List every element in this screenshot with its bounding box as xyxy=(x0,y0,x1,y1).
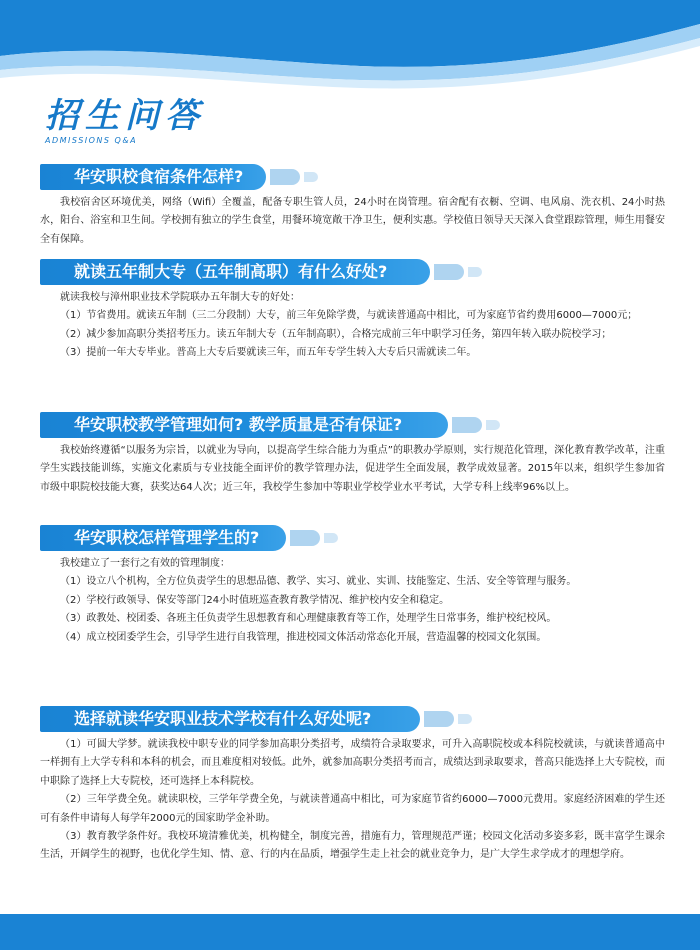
qa-section-five-year xyxy=(40,259,665,363)
qa-section-dining xyxy=(40,164,665,249)
question-text: 华安职校食宿条件怎样? xyxy=(74,167,244,186)
banner-tail-decoration xyxy=(452,417,482,433)
answer-paragraph: （2）学校行政领导、保安等部门24小时值班巡查教育教学情况、维护校内安全和稳定。 xyxy=(60,594,450,606)
page-title: 招生问答 xyxy=(45,96,205,136)
banner-tail-decoration xyxy=(434,264,464,280)
question-text: 华安职校怎样管理学生的? xyxy=(74,528,260,547)
answer-paragraph: 就读我校与漳州职业技术学院联办五年制大专的好处： xyxy=(60,292,300,303)
banner-tail-decoration xyxy=(324,533,338,543)
answer-paragraph: （2）三年学费全免。就读职校，三学年学费全免，与就读普通高中相比，可为家庭节省约6000—7000元费用。家庭经济困难的学生还可有条件申请每人每学年2000元的国家助学金补助。 xyxy=(40,794,665,824)
answer-text xyxy=(40,736,665,865)
qa-section-teaching xyxy=(40,412,665,497)
answer-paragraph: 我校宿舍区环境优美，网络（Wifi）全覆盖，配备专职生管人员，24小时在岗管理。宿舍配有衣橱、空调、电风扇、洗衣机、24小时热水，阳台、浴室和卫生间。学校拥有独立的学生食堂，用餐环境宽敞干净卫生，便利实惠。学校值日领导天天深入食堂跟踪管理，师生用餐安全有保障。 xyxy=(40,197,665,245)
question-text: 选择就读华安职业技术学校有什么好处呢? xyxy=(74,709,372,728)
page-subtitle: ADMISSIONS Q&A xyxy=(45,136,138,145)
banner-tail-decoration xyxy=(486,420,500,430)
banner-tail-decoration xyxy=(290,530,320,546)
answer-paragraph: （3）提前一年大专毕业。普高上大专后要就读三年，而五年专学生转入大专后只需就读二年。 xyxy=(60,347,477,359)
bottom-band-decoration xyxy=(0,914,700,950)
question-banner xyxy=(40,412,448,438)
answer-paragraph: （1）设立八个机构，全方位负责学生的思想品德、教学、实习、就业、实训、技能鉴定、生活、安全等管理与服务。 xyxy=(60,576,577,588)
answer-paragraph: （2）减少参加高职分类招考压力。读五年制大专（五年制高职），合格完成前三年中职学习任务，第四年转入联办院校学习； xyxy=(60,328,612,340)
answer-paragraph: （3）政教处、校团委、各班主任负责学生思想教育和心理健康教育等工作，处理学生日常事务，维护校纪校风。 xyxy=(60,613,557,625)
banner-tail-decoration xyxy=(270,169,300,185)
banner-tail-decoration xyxy=(424,711,454,727)
answer-paragraph: （1）可圆大学梦。就读我校中职专业的同学参加高职分类招考，成绩符合录取要求，可升入高职院校或本科院校就读，与就读普通高中一样拥有上大学专科和本科的机会，而且难度相对较低。此外，就参加高职分类招考而言，成绩达到录取要求，普高只能选择上大专院校，而中职除了选择上大专院校，还可选择上本科院校。 xyxy=(40,739,665,787)
page-header xyxy=(45,96,205,145)
answer-paragraph: 我校建立了一套行之有效的管理制度： xyxy=(60,558,230,569)
answer-paragraph: （3）教育教学条件好。我校环境清雅优美，机构健全，制度完善，措施有力，管理规范严谨；校园文化活动多姿多彩，既丰富学生课余生活，开阔学生的视野，也优化学生知、情、意、行的内在品质，增强学生走上社会的就业竞争力，是广大学生求学成才的理想学府。 xyxy=(40,831,665,861)
question-banner xyxy=(40,259,430,285)
qa-section-benefits xyxy=(40,706,665,865)
banner-tail-decoration xyxy=(458,714,472,724)
answer-paragraph: （4）成立校团委学生会，引导学生进行自我管理，推进校园文体活动常态化开展，营造温馨的校园文化氛围。 xyxy=(60,631,547,643)
question-banner xyxy=(40,706,420,732)
question-banner xyxy=(40,525,286,551)
question-banner xyxy=(40,164,266,190)
question-text: 华安职校教学管理如何? 教学质量是否有保证? xyxy=(74,415,403,434)
answer-paragraph: （1）节省费用。就读五年制（三二分段制）大专，前三年免除学费，与就读普通高中相比，可为家庭节省约费用6000—7000元； xyxy=(60,310,638,322)
banner-tail-decoration xyxy=(304,172,318,182)
top-wave-decoration xyxy=(0,0,700,110)
answer-text xyxy=(40,289,665,363)
question-text: 就读五年制大专（五年制高职）有什么好处? xyxy=(74,262,388,281)
answer-text xyxy=(40,555,665,647)
banner-tail-decoration xyxy=(468,267,482,277)
answer-text xyxy=(40,194,665,249)
qa-section-student-management xyxy=(40,525,665,647)
answer-text xyxy=(40,442,665,497)
answer-paragraph: 我校始终遵循“以服务为宗旨，以就业为导向，以提高学生综合能力为重点”的职教办学原则，实行规范化管理，深化教育教学改革，注重学生实践技能训练，实施文化素质与专业技能全面评价的教学管理办法，促进学生全面发展，教学成效显著。2015年以来，组织学生参加省市级中职院校技能大赛，获奖达64人次；近三年，我校学生参加中等职业学校学业水平考试，大学专科上线率96%以上。 xyxy=(40,445,665,493)
